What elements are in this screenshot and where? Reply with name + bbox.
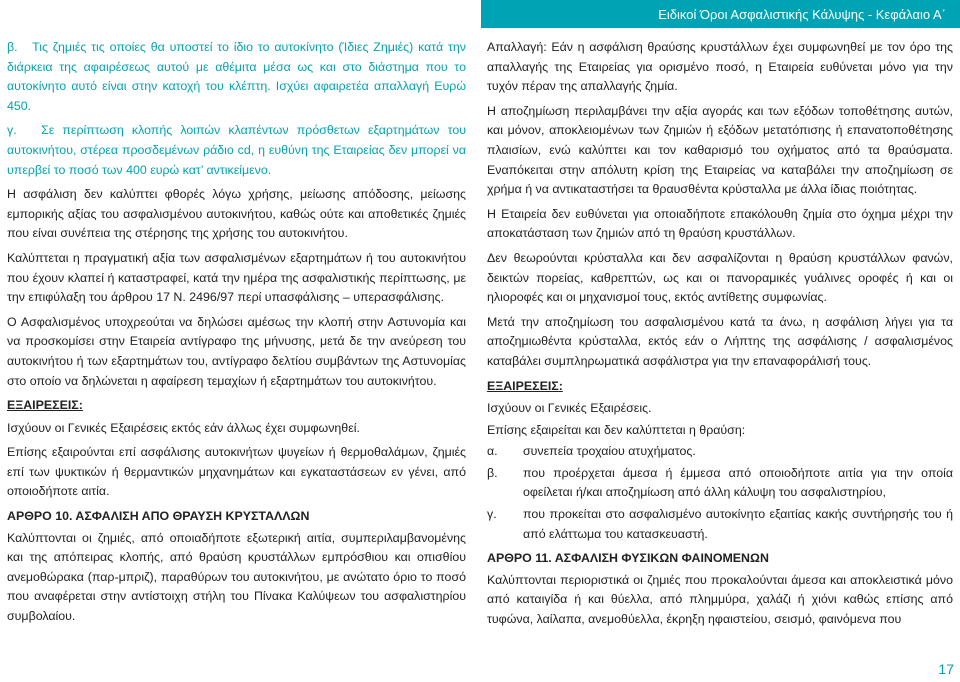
clause-gamma-text: Σε περίπτωση κλοπής λοιπών κλαπέντων πρόσθετων εξαρτημάτων του αυτοκινήτου, στέρεα προσδεμένων ράδιο cd, η ευθύνη της Εταιρείας δεν μπορεί να υπερβεί το ποσό των 400 ευρώ κατ’ αντικείμενο.: [7, 123, 466, 177]
paragraph-general-exceptions-right: Ισχύουν οι Γενικές Εξαιρέσεις.: [487, 401, 652, 416]
paragraph-refrigerator-exclusion: Επίσης εξαιρούνται επί ασφάλισης αυτοκινήτων ψυγείων ή θερμοθαλάμων, ζημιές επί των ψυκτικών ή θερμαντικών μηχανημάτων και εγκαταστάσεων εν γένει, από οποιοδήποτε αιτία.: [7, 445, 466, 499]
header-bar: [481, 0, 960, 28]
exclusion-item-gamma: [487, 505, 953, 544]
article-11-heading: ΑΡΘΡΟ 11. ΑΣΦΑΛΙΣΗ ΦΥΣΙΚΩΝ ΦΑΙΝΟΜΕΝΩΝ: [487, 551, 769, 566]
exceptions-heading-left: ΕΞΑΙΡΕΣΕΙΣ:: [7, 398, 83, 413]
clause-beta-text: Τις ζημιές τις οποίες θα υποστεί το ίδιο το αυτοκίνητο (Ίδιες Ζημιές) κατά την διάρκεια της αφαιρέσεως αυτού με αθέμιτα μέσα ως και στο διάστημα που το αυτοκίνητο αυτό είναι στην κατοχή του κλέπτη. Ισχύει αφαιρετέα απαλλαγή Ευρώ 450.: [7, 40, 466, 113]
paragraph-after-compensation: Μετά την αποζημίωση του ασφαλισμένου κατά τα άνω, η ασφάλιση λήγει για τα αποζημιωθέντα κρύσταλλα, εκτός εάν ο Λήπτης της ασφάλισης / ασφαλισμένος καταβάλει συμπληρωματικά ασφάλιστρα για την επαναφοράλισή τους.: [487, 314, 953, 368]
exclusion-item-text: συνεπεία τροχαίου ατυχήματος.: [523, 444, 696, 459]
paragraph-police-report: Ο Ασφαλισμένος υποχρεούται να δηλώσει αμέσως την κλοπή στην Αστυνομία και να προσκομίσει στην Εταιρεία αντίγραφο της μήνυσης, μετά δε την ανεύρεση του αυτοκινήτου ή των εξαρτημάτων του, αντίγραφο δελτίου συμβάντων της Αστυνομίας στο οποίο να δηλώνεται η αφαίρεση τεμαχίων ή εξαρτημάτων του αυτοκινήτου.: [7, 314, 466, 388]
exclusion-item-beta: [487, 464, 953, 503]
exclusion-item-text: που προέρχεται άμεσα ή έμμεσα από οποιοδήποτε αιτία για την οποία οφείλεται ή/και αποζημίωση από άλλη κάλυψη του ασφαλιστηρίου,: [523, 465, 953, 500]
exclusion-item-label: α.: [487, 444, 498, 459]
clause-gamma-label: γ.: [7, 123, 17, 138]
paragraph-wear-exclusion: Η ασφάλιση δεν καλύπτει φθορές λόγω χρήσης, μείωσης απόδοσης, μείωσης εμπορικής αξίας του ασφαλισμένου αυτοκινήτου, καθώς ούτε και αποθετικές ζημιές που είναι συνέπεια της στέρησης της χρήσης του αυτοκινήτου.: [7, 187, 466, 241]
left-column: [7, 38, 466, 632]
exclusion-item-text: που προκείται στο ασφαλισμένο αυτοκίνητο εξαιτίας κακής συντήρησής του ή από ελάττωμα του κατασκευαστή.: [523, 507, 953, 541]
paragraph-natural-phenomena: Καλύπτονται περιοριστικά οι ζημιές που προκαλούνται άμεσα και αποκλειστικά μόνο από καταιγίδα ή και θύελλα, από πλημμύρα, χαλάζι ή χιόνι καθώς επίσης από τυφώνα, λαίλαπα, ανεμοθύελλα, έκρηξη ηφαιστείου, σεισμό, φαινόμενα που: [487, 572, 953, 627]
page-number: 17: [938, 661, 954, 677]
paragraph-general-exceptions: Ισχύουν οι Γενικές Εξαιρέσεις εκτός εάν άλλως έχει συμφωνηθεί.: [7, 420, 360, 435]
clause-beta-label: β.: [7, 40, 18, 54]
clause-beta: [7, 38, 466, 116]
exclusion-item-alpha: [487, 442, 953, 462]
article-10-heading: ΑΡΘΡΟ 10. ΑΣΦΑΛΙΣΗ ΑΠΟ ΘΡΑΥΣΗ ΚΡΥΣΤΑΛΛΩΝ: [7, 509, 310, 524]
paragraph-compensation: Η αποζημίωση περιλαμβάνει την αξία αγοράς και των εξόδων τοποθέτησης αυτών, και μόνον, αποκλειομένων των ζημιών ή εξόδων μετατόπισης ή επανατοποθέτησης πλαισίων, ενώ καλύπτει και τον καθαρισμό του οχήματος από τα θραύσματα. Εναπόκειται στην απόλυτη κρίση της Εταιρείας να καταβάλει την αποζημίωση σε χρήμα ή να αντικαταστήσει τα θραυσθέντα κρύσταλλα με άλλα ίδιας ποιότητας.: [487, 103, 953, 197]
paragraph-glass-coverage: Καλύπτονται οι ζημιές, από οποιαδήποτε εξωτερική αιτία, συμπεριλαμβανομένης και της απόπειρας κλοπής, από θραύση κρυστάλλων εμπρόσθιου και οπισθίου ανεμοθώρακα (παρ-μπριζ), παραθύρων του αυτοκινήτου, με ανώτατο όριο το ποσό που αναφέρεται στην αντίστοιχη στήλη του Πίνακα Καλύψεων του ασφαλιστηρίου συμβολαίου.: [7, 530, 466, 624]
exclusion-item-label: γ.: [487, 507, 497, 522]
paragraph-deductible: Απαλλαγή: Εάν η ασφάλιση θραύσης κρυστάλλων έχει συμφωνηθεί με τον όρο της απαλλαγής της Εταιρείας για ορισμένο ποσό, η Εταιρεία ευθύνεται μόνο για την τυχόν πέραν της απαλλαγής ζημία.: [487, 40, 953, 94]
clause-gamma: [7, 121, 466, 180]
header-title: Ειδικοί Όροι Ασφαλιστικής Κάλυψης - Κεφάλαιο Α΄: [658, 7, 946, 22]
exceptions-heading-right: ΕΞΑΙΡΕΣΕΙΣ:: [487, 378, 563, 393]
right-column: [487, 38, 953, 635]
paragraph-actual-value: Καλύπτεται η πραγματική αξία των ασφαλισμένων εξαρτημάτων ή του αυτοκινήτου που έχουν κλαπεί ή καταστραφεί, κατά την ημέρα της ασφαλιστικής περίπτωσης, με την επιφύλαξη του άρθρου 17 Ν. 2496/97 περί υπασφάλισης – υπερασφάλισης.: [7, 250, 466, 305]
paragraph-breakage-excluded: Επίσης εξαιρείται και δεν καλύπτεται η θραύση:: [487, 422, 746, 437]
exclusion-item-label: β.: [487, 465, 498, 480]
paragraph-consequential-damage: Η Εταιρεία δεν ευθύνεται για οποιαδήποτε επακόλουθη ζημία στο όχημα μέχρι την αποκατάσταση των ζημιών από τη θραύση κρυστάλλων.: [487, 206, 953, 241]
paragraph-not-glass: Δεν θεωρούνται κρύσταλλα και δεν ασφαλίζονται η θραύση κρυστάλλων φανών, δεικτών πορείας, καθρεπτών, ως και οι πανοραμικές γυάλινες οροφές ή και οι ηλιοροφές και οι μηχανισμοί τους, εκτός αντίθετης συμφωνίας.: [487, 250, 953, 305]
